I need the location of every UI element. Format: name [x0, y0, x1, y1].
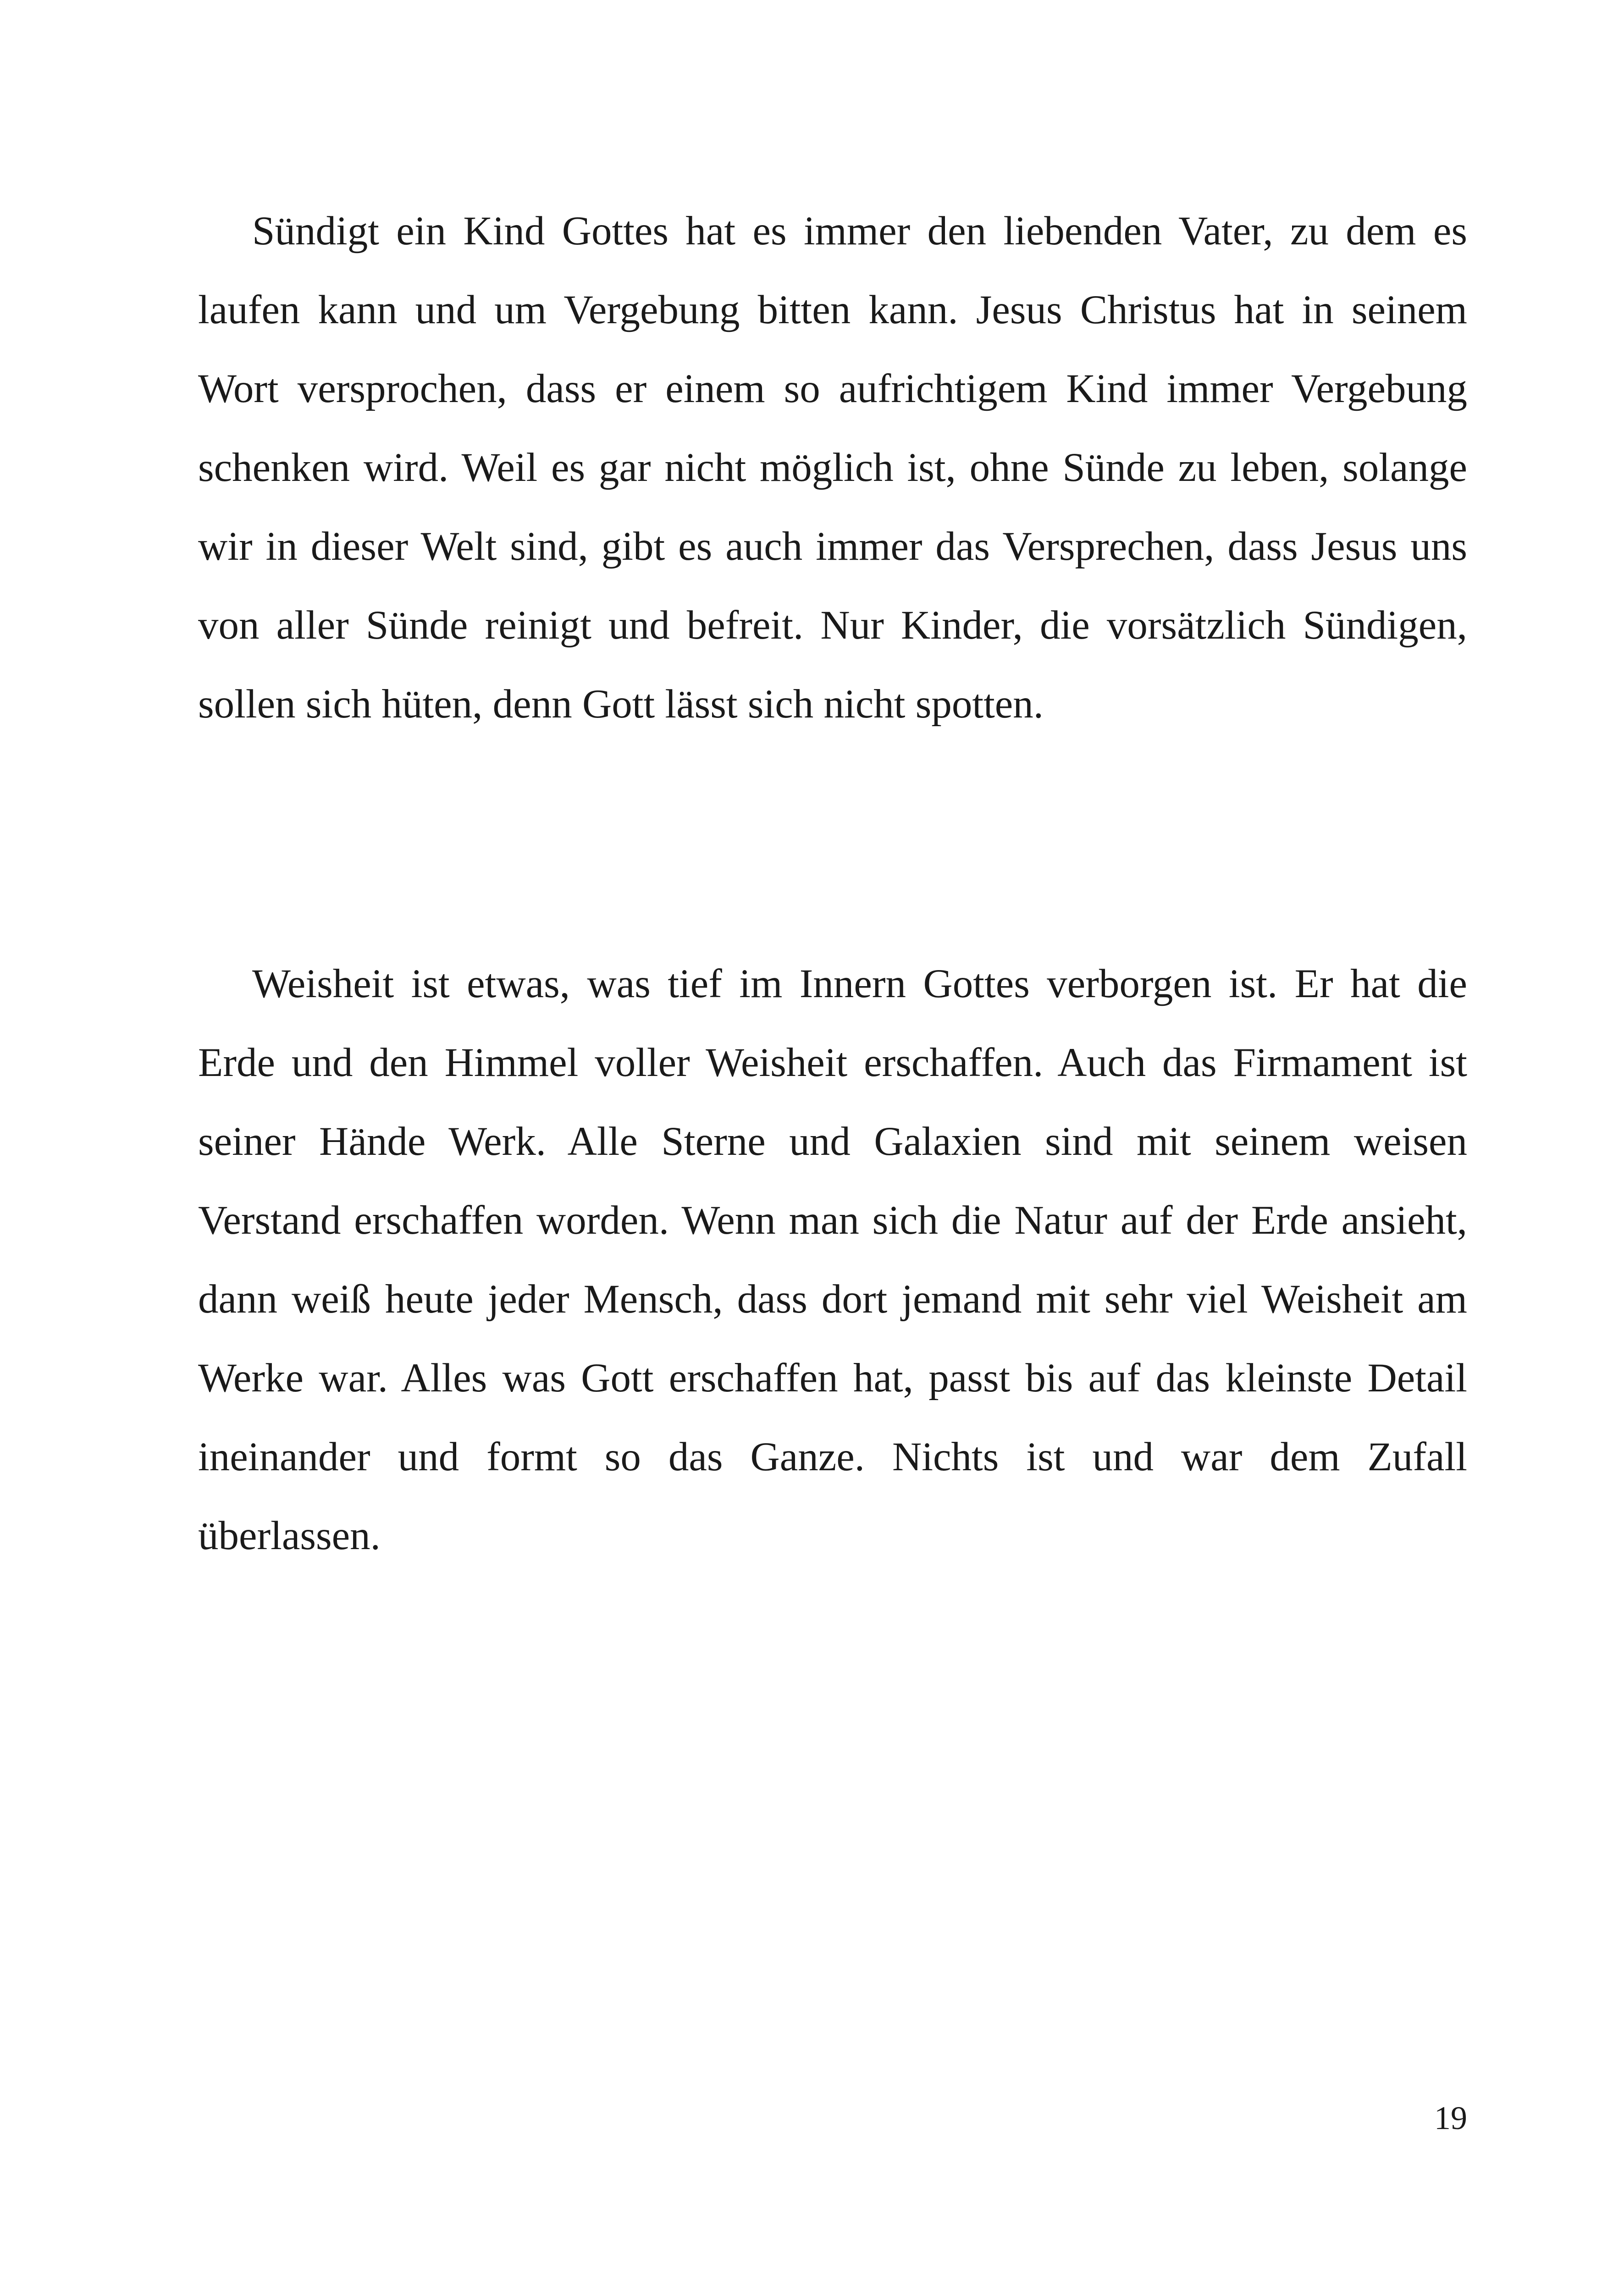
paragraph-2: Weisheit ist etwas, was tief im Innern Gottes verborgen ist. Er hat die Erde und den Himmel voller Weisheit erschaffen. Auch das Firmament ist seiner Hände Werk. Alle Sterne und Galaxien sind mit seinem weisen Verstand erschaffen worden. Wenn man sich die Natur auf der Erde ansieht, dann weiß heute jeder Mensch, dass dort jemand mit sehr viel Weisheit am Werke war. Alles was Gott erschaffen hat, passt bis auf das kleinste Detail ineinander und formt so das Ganze. Nichts ist und war dem Zufall überlassen. — [198, 961, 1467, 1558]
page-number: 19 — [1434, 2100, 1467, 2136]
paragraph-1: Sündigt ein Kind Gottes hat es immer den liebenden Vater, zu dem es laufen kann und um Vergebung bitten kann. Jesus Christus hat in seinem Wort versprochen, dass er einem so aufrichtigem Kind immer Vergebung schenken wird. Weil es gar nicht möglich ist, ohne Sünde zu leben, solange wir in dieser Welt sind, gibt es auch immer das Versprechen, dass Jesus uns von aller Sünde reinigt und befreit. Nur Kinder, die vorsätzlich Sündigen, sollen sich hüten, denn Gott lässt sich nicht spotten. — [198, 209, 1467, 727]
